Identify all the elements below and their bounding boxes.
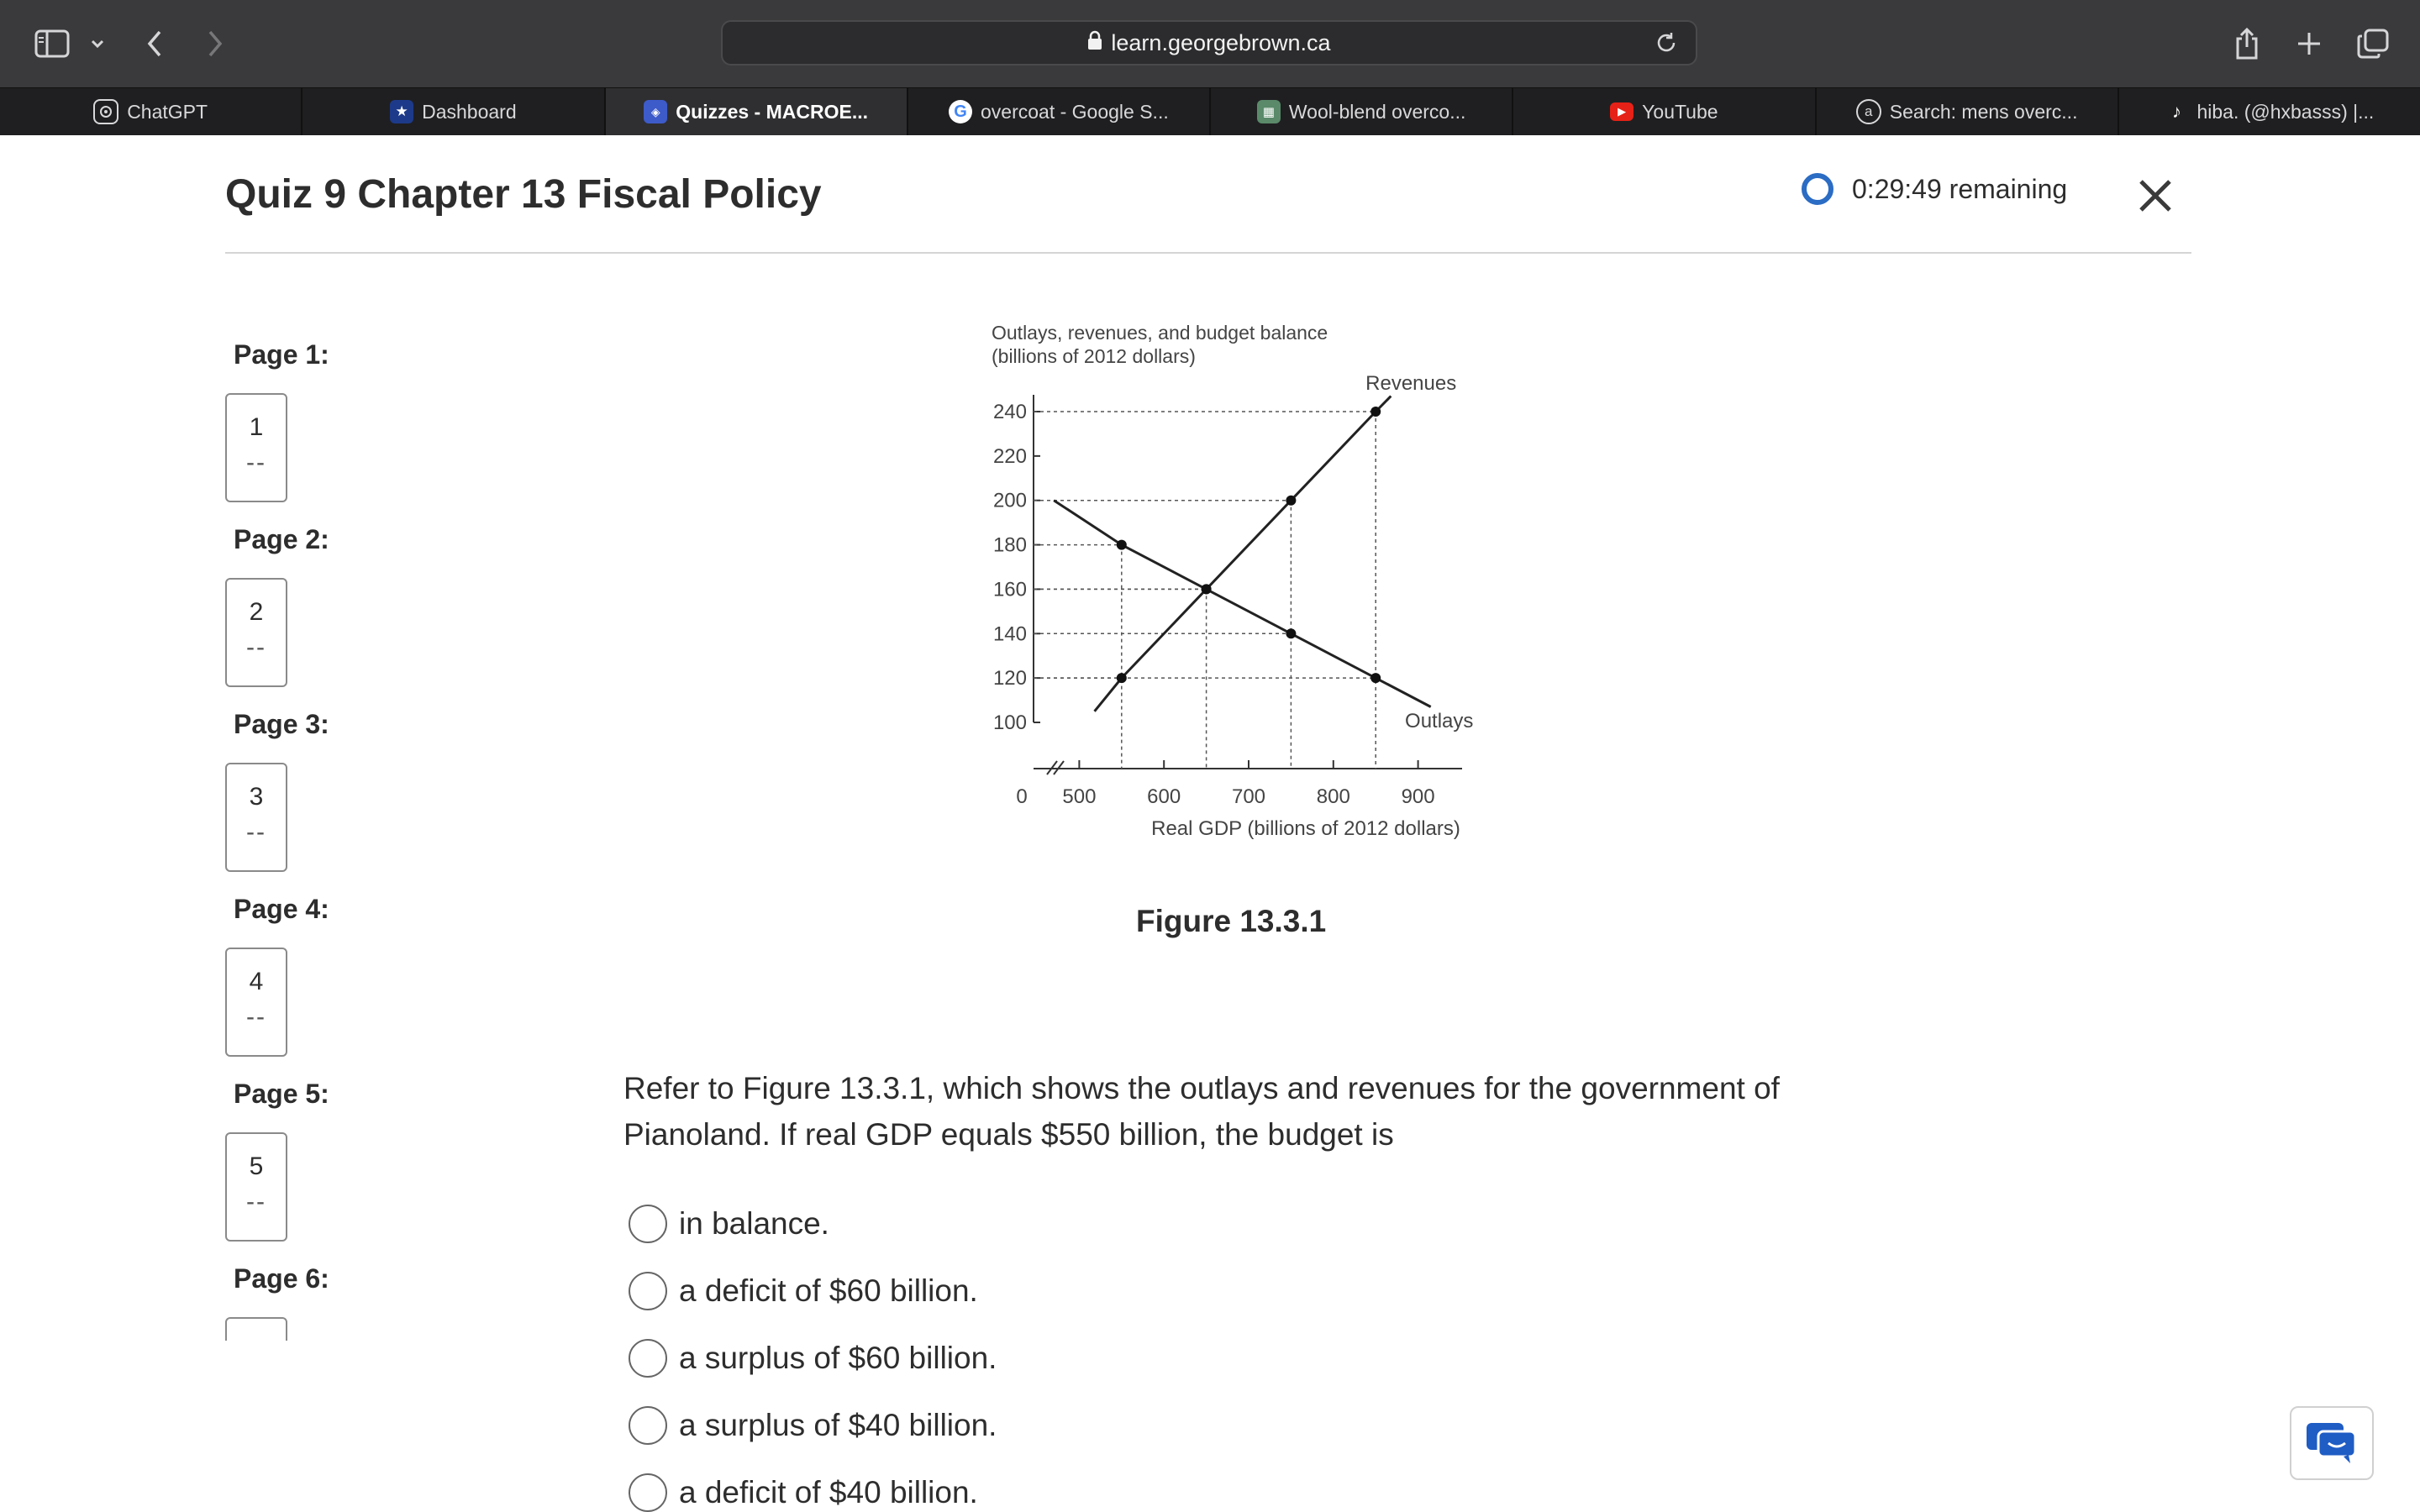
tab-chatgpt[interactable] — [0, 88, 302, 135]
revenues-point — [1286, 496, 1296, 506]
x-tick-label: 900 — [1401, 785, 1435, 808]
sidebar-toggle-icon[interactable] — [32, 20, 72, 67]
timer-text: 0:29:49 remaining — [1852, 173, 2068, 204]
radio-button[interactable] — [629, 1406, 667, 1445]
nav-page-button-2[interactable] — [225, 578, 287, 687]
share-icon[interactable] — [2230, 20, 2264, 67]
nav-page-button-6-clipped[interactable] — [225, 1317, 287, 1341]
nav-page-number: 3 — [249, 783, 264, 811]
tab-quizzes[interactable] — [606, 88, 908, 135]
x-origin-label: 0 — [1016, 785, 1028, 808]
tab-label: Quizzes - MACROE... — [676, 100, 868, 123]
nav-page-button-5[interactable] — [225, 1132, 287, 1242]
x-tick-label: 600 — [1147, 785, 1181, 808]
outlays-point — [1117, 540, 1127, 550]
tab-label: ChatGPT — [127, 100, 208, 123]
figure-chart — [966, 311, 1571, 848]
store-icon: ▦ — [1257, 100, 1281, 123]
nav-page-number: 1 — [249, 413, 264, 441]
header-divider — [225, 252, 2191, 254]
school-shield-icon: ◈ — [644, 100, 667, 123]
tab-label: Search: mens overc... — [1889, 100, 2078, 123]
google-icon: G — [949, 100, 972, 123]
answer-label: a deficit of $60 billion. — [679, 1273, 978, 1308]
nav-page-status: -- — [246, 1003, 266, 1031]
back-icon[interactable] — [141, 20, 168, 67]
answer-label: a surplus of $60 billion. — [679, 1341, 997, 1375]
forward-icon[interactable] — [202, 20, 229, 67]
youtube-icon: ▶ — [1610, 102, 1634, 121]
radio-button[interactable] — [629, 1339, 667, 1378]
close-quiz-button[interactable] — [2134, 175, 2176, 217]
timer-ring-icon — [1802, 173, 1833, 205]
answer-label: a surplus of $40 billion. — [679, 1408, 997, 1442]
tab-label: overcoat - Google S... — [981, 100, 1169, 123]
lock-icon — [1087, 30, 1102, 56]
nav-page-button-1[interactable] — [225, 393, 287, 502]
answer-label: in balance. — [679, 1206, 829, 1241]
y-tick-label: 200 — [992, 489, 1027, 512]
y-tick-label: 120 — [992, 667, 1027, 690]
radio-button[interactable] — [629, 1272, 667, 1310]
answer-option-4[interactable] — [629, 1406, 997, 1445]
answer-option-1[interactable] — [629, 1205, 829, 1243]
nav-page-status: -- — [246, 1188, 266, 1215]
y-tick-label: 180 — [992, 533, 1027, 557]
chat-support-button[interactable] — [2290, 1406, 2374, 1480]
browser-toolbar — [0, 0, 2420, 87]
tab-label: Wool-blend overco... — [1288, 100, 1466, 123]
tab-dashboard[interactable] — [302, 88, 605, 135]
nav-page-label: Page 2: — [234, 524, 329, 554]
tab-tiktok[interactable] — [2119, 88, 2420, 135]
tab-search[interactable] — [1817, 88, 2119, 135]
x-tick-label: 500 — [1062, 785, 1097, 808]
revenues-point — [1117, 673, 1127, 683]
chat-icon — [2305, 1421, 2359, 1465]
revenues-point — [1370, 407, 1381, 417]
y-tick-label: 160 — [992, 578, 1027, 601]
tab-wool-blend[interactable] — [1211, 88, 1513, 135]
tab-overview-icon[interactable] — [2354, 20, 2391, 67]
tab-google[interactable] — [908, 88, 1211, 135]
nav-page-number: 5 — [249, 1152, 264, 1180]
nav-page-number: 2 — [249, 598, 264, 626]
y-tick-label: 220 — [992, 444, 1027, 468]
at-icon: a — [1856, 99, 1881, 124]
address-bar[interactable] — [721, 20, 1697, 66]
y-axis-title: (billions of 2012 dollars) — [992, 345, 1196, 367]
nav-page-label: Page 4: — [234, 894, 329, 924]
answer-option-2[interactable] — [629, 1272, 978, 1310]
nav-page-status: -- — [246, 449, 266, 476]
y-axis-title: Outlays, revenues, and budget balance — [992, 322, 1328, 344]
nav-page-label: Page 1: — [234, 339, 329, 370]
outlays-point — [1370, 673, 1381, 683]
nav-page-label: Page 6: — [234, 1263, 329, 1294]
tab-label: hiba. (@hxbasss) |... — [2196, 100, 2375, 123]
y-tick-label: 140 — [992, 622, 1027, 646]
tiktok-icon: ♪ — [2171, 101, 2181, 122]
series-label-outlays: Outlays — [1405, 710, 1474, 732]
x-tick-label: 700 — [1231, 785, 1266, 808]
tab-label: Dashboard — [422, 100, 517, 123]
y-tick-label: 100 — [992, 711, 1027, 734]
x-tick-label: 800 — [1316, 785, 1350, 808]
chevron-down-icon[interactable] — [87, 20, 108, 67]
outlays-point — [1202, 584, 1212, 594]
new-tab-icon[interactable] — [2292, 20, 2326, 67]
page-title: Quiz 9 Chapter 13 Fiscal Policy — [225, 172, 822, 217]
figure-caption: Figure 13.3.1 — [1136, 904, 1327, 938]
nav-page-button-3[interactable] — [225, 763, 287, 872]
series-label-revenues: Revenues — [1365, 372, 1457, 395]
tab-strip — [0, 87, 2420, 135]
tab-youtube[interactable] — [1513, 88, 1816, 135]
answer-label: a deficit of $40 billion. — [679, 1475, 978, 1509]
nav-page-number: 4 — [249, 968, 264, 995]
y-tick-label: 240 — [992, 401, 1027, 423]
outlays-point — [1286, 628, 1296, 638]
nav-page-button-6[interactable] — [225, 1317, 287, 1341]
answer-option-5[interactable] — [629, 1473, 978, 1512]
nav-page-label: Page 3: — [234, 709, 329, 739]
x-axis-title: Real GDP (billions of 2012 dollars) — [1151, 817, 1460, 840]
question-text: Refer to Figure 13.3.1, which shows the outlays and revenues for the government of Pianoland. If real GDP equals $550 billion, the budget is — [623, 1071, 1780, 1152]
nav-page-status: -- — [246, 633, 266, 661]
radio-button[interactable] — [629, 1473, 667, 1512]
close-icon — [2134, 175, 2176, 217]
answer-option-3[interactable] — [629, 1339, 997, 1378]
chatgpt-icon — [93, 99, 118, 124]
nav-page-button-4[interactable] — [225, 948, 287, 1057]
url-text: learn.georgebrown.ca — [1111, 29, 1331, 55]
star-shield-icon: ★ — [390, 100, 413, 123]
nav-page-status: -- — [246, 818, 266, 846]
tab-label: YouTube — [1642, 100, 1718, 123]
radio-button[interactable] — [629, 1205, 667, 1243]
quiz-timer — [1802, 173, 2067, 205]
reload-icon[interactable] — [1654, 30, 1679, 61]
nav-page-label: Page 5: — [234, 1079, 329, 1109]
